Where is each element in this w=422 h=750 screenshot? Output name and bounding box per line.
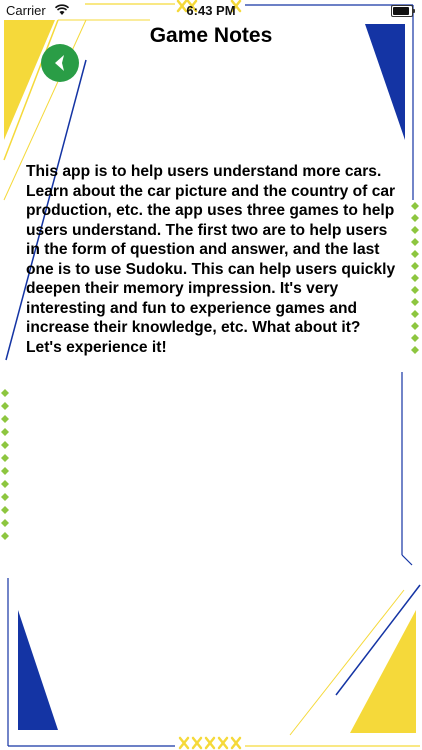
carrier-label: Carrier	[6, 3, 46, 18]
green-diamonds-right	[411, 202, 419, 354]
page-title: Game Notes	[149, 24, 273, 47]
yellow-triangle-bottom-right	[350, 610, 416, 733]
green-diamonds-left	[1, 389, 9, 540]
battery-icon	[391, 5, 413, 17]
chevron-left-icon	[41, 44, 79, 82]
back-button[interactable]	[41, 44, 79, 82]
yellow-x-marks-bottom	[180, 738, 240, 748]
game-notes-text: This app is to help users understand more cars. Learn about the car picture and the country of car production, etc. the app uses three games to help users understand. The first two are to help users in the form of question and answer, and the last one is to use Sudoku. This can help users quickly deepen their memory impression. It's very interesting and fun to experience games and increase their knowledge, etc. What about it? Let's experience it!	[26, 163, 396, 356]
status-time: 6:43 PM	[186, 3, 236, 18]
status-bar	[0, 0, 422, 22]
blue-triangle-bottom-left	[18, 610, 58, 730]
battery-level	[393, 7, 409, 15]
